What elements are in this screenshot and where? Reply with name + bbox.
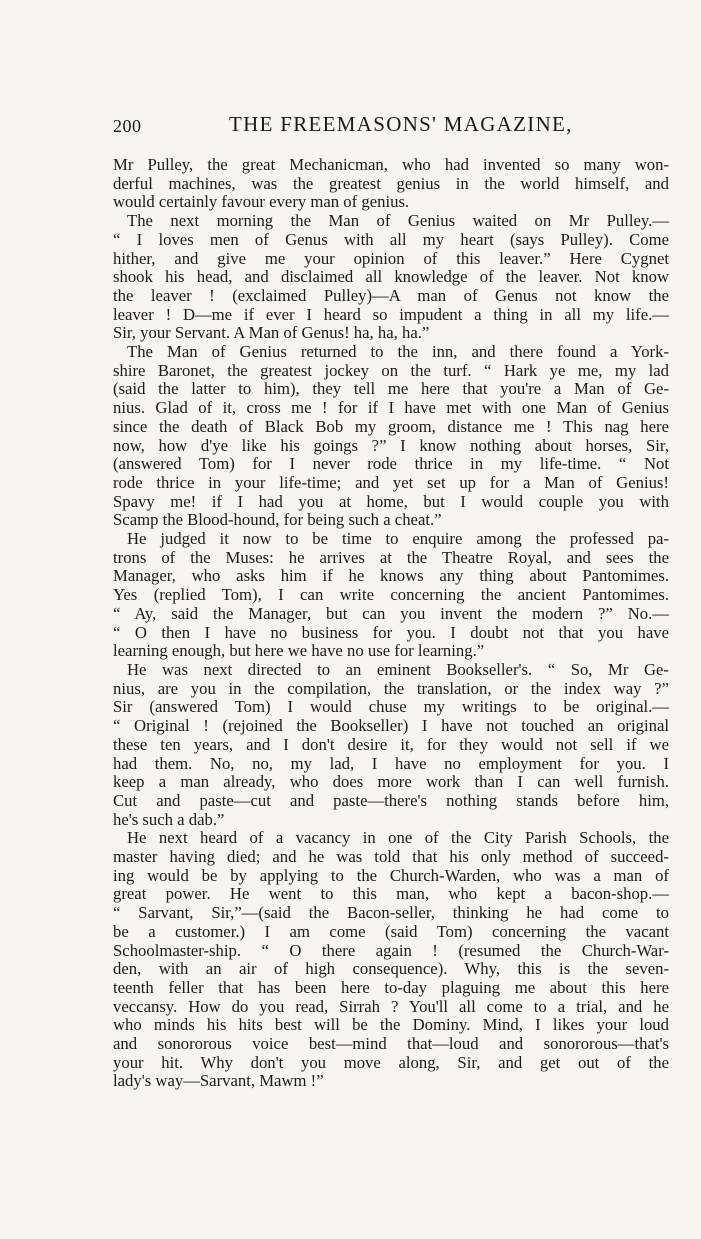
text-line: “ Ay, said the Manager, but can you invent the modern ?” No.— xyxy=(113,603,669,623)
text-line: great power. He went to this man, who kept a bacon-shop.— xyxy=(113,884,669,904)
text-line: had them. No, no, my lad, I have no employment for you. I xyxy=(113,753,669,773)
text-line: “ I loves men of Genus with all my heart (says Pulley). Come xyxy=(113,229,669,249)
text-line: keep a man already, who does more work than I can well furnish. xyxy=(113,772,669,792)
text-line: your hit. Why don't you move along, Sir, and get out of the xyxy=(113,1052,669,1072)
text-line: nius, are you in the compilation, the translation, or the index way ?” xyxy=(113,678,669,698)
text-line: He judged it now to be time to enquire among the professed pa- xyxy=(127,529,669,549)
text-line: Sir (answered Tom) I would chuse my writings to be original.— xyxy=(113,697,669,717)
text-line: leaver ! D—me if ever I heard so impudent a thing in all my life.— xyxy=(113,304,669,324)
text-line: Manager, who asks him if he knows any thing about Pantomimes. xyxy=(113,566,669,586)
running-head: THE FREEMASONS' MAGAZINE, xyxy=(229,112,573,136)
text-line: learning enough, but here we have no use for learning.” xyxy=(113,641,485,661)
text-line: Sir, your Servant. A Man of Genus! ha, ha, ha.” xyxy=(113,323,430,343)
page-number: 200 xyxy=(113,116,142,136)
text-line: shook his head, and disclaimed all knowledge of the leaver. Not know xyxy=(113,267,669,287)
text-line: den, with an air of high consequence). Why, this is the seven- xyxy=(113,959,669,979)
text-line: trons of the Muses: he arrives at the Theatre Royal, and sees the xyxy=(113,547,669,567)
text-line: veccansy. How do you read, Sirrah ? You'll all come to a trial, and he xyxy=(113,996,669,1016)
text-line: The Man of Genius returned to the inn, and there found a York- xyxy=(127,342,669,362)
text-line: and sonororous voice best—mind that—loud and sonororous—that's xyxy=(113,1034,669,1054)
text-line: He was next directed to an eminent Bookseller's. “ So, Mr Ge- xyxy=(127,659,669,679)
text-line: Schoolmaster-ship. “ O there again ! (resumed the Church-War- xyxy=(113,940,669,960)
text-line: be a customer.) I am come (said Tom) concerning the vacant xyxy=(113,921,669,941)
text-line: shire Baronet, the greatest jockey on the turf. “ Hark ye me, my lad xyxy=(113,360,669,380)
page-header xyxy=(113,112,669,138)
text-line: “ Sarvant, Sir,”—(said the Bacon-seller, thinking he had come to xyxy=(113,903,669,923)
text-line: Cut and paste—cut and paste—there's nothing stands before him, xyxy=(113,790,669,810)
text-line: he's such a dab.” xyxy=(113,809,225,829)
text-line: who minds his hits best will be the Dominy. Mind, I likes your loud xyxy=(113,1015,669,1035)
text-line: Scamp the Blood-hound, for being such a cheat.” xyxy=(113,510,442,530)
text-line: Yes (replied Tom), I can write concerning the ancient Pantomimes. xyxy=(113,585,669,605)
text-line: “ O then I have no business for you. I doubt not that you have xyxy=(113,622,669,642)
text-line: master having died; and he was told that his only method of succeed- xyxy=(113,847,669,867)
text-line: Spavy me! if I had you at home, but I would couple you with xyxy=(113,491,669,511)
text-line: The next morning the Man of Genius waited on Mr Pulley.— xyxy=(127,211,669,231)
text-line: (said the latter to him), they tell me here that you're a Man of Ge- xyxy=(113,379,669,399)
text-line: He next heard of a vacancy in one of the City Parish Schools, the xyxy=(127,828,669,848)
text-line: lady's way—Sarvant, Mawm !” xyxy=(113,1071,324,1091)
body-text xyxy=(113,156,669,1091)
text-line: since the death of Black Bob my groom, distance me ! This nag here xyxy=(113,416,669,436)
text-line: the leaver ! (exclaimed Pulley)—A man of Genus not know the xyxy=(113,285,669,305)
text-line: teenth feller that has been here to-day plaguing me about this here xyxy=(113,977,669,997)
text-line: “ Original ! (rejoined the Bookseller) I have not touched an original xyxy=(113,716,669,736)
text-line: would certainly favour every man of genius. xyxy=(113,192,410,212)
text-line: (answered Tom) for I never rode thrice in my life-time. “ Not xyxy=(113,454,669,474)
text-line: hither, and give me your opinion of this leaver.” Here Cygnet xyxy=(113,248,669,268)
text-line: these ten years, and I don't desire it, for they would not sell if we xyxy=(113,734,669,754)
text-line: derful machines, was the greatest genius in the world himself, and xyxy=(113,173,669,193)
text-line: ing would be by applying to the Church-Warden, who was a man of xyxy=(113,865,669,885)
text-line: nius. Glad of it, cross me ! for if I have met with one Man of Genius xyxy=(113,398,669,418)
text-line: now, how d'ye like his goings ?” I know nothing about horses, Sir, xyxy=(113,435,669,455)
text-line: rode thrice in your life-time; and yet set up for a Man of Genius! xyxy=(113,472,669,492)
text-line: Mr Pulley, the great Mechanicman, who had invented so many won- xyxy=(113,155,669,174)
